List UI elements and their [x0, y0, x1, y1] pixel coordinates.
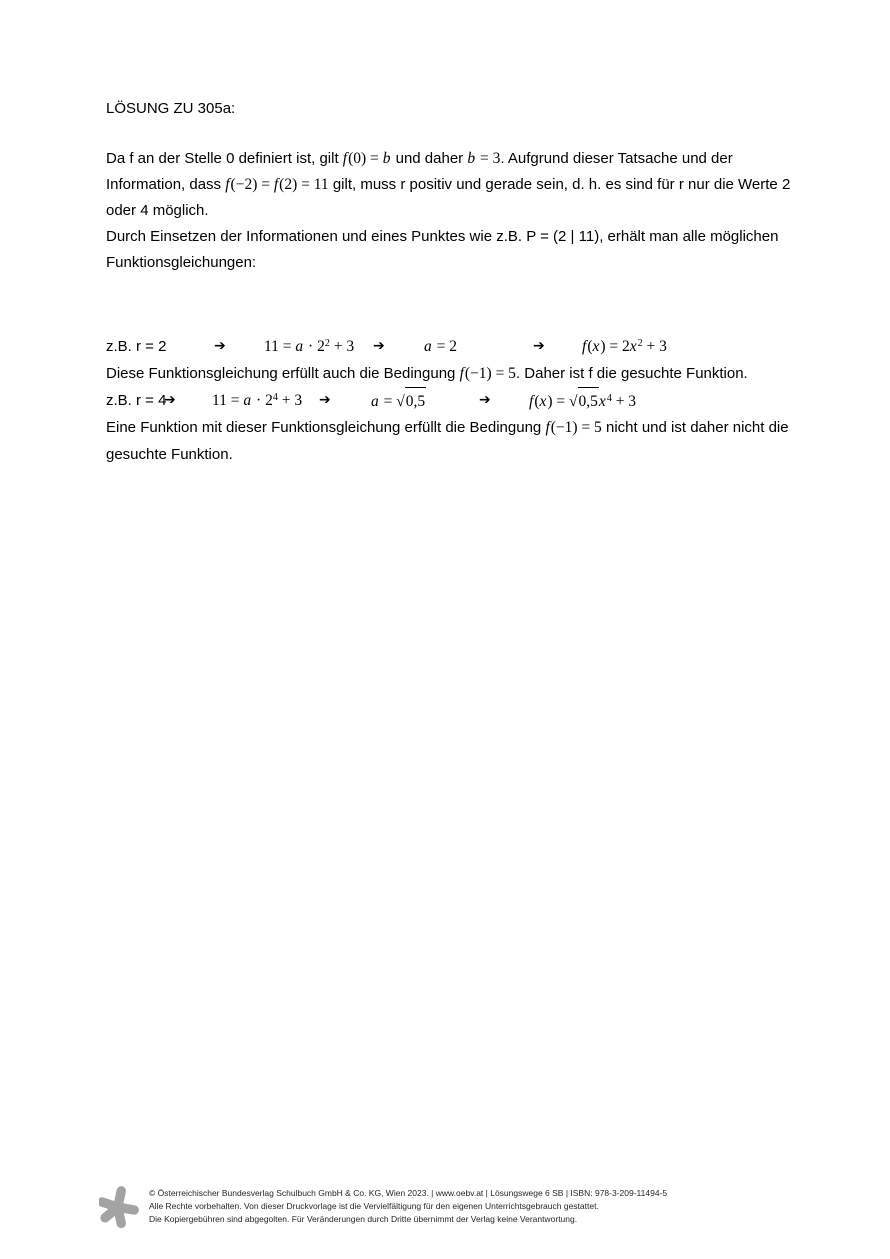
formula-block: [106, 333, 812, 468]
equation-substitution-r2: $11 = a \cdot 2^2 + 3$: [264, 338, 355, 355]
text-run: Da f an der Stelle 0 definiert ist, gilt: [106, 150, 343, 167]
paragraph-derivation: [106, 146, 812, 224]
sqrt-radical: √0,5: [396, 393, 426, 410]
equation-function-r4: $f(x) = √0,5x^4 + 3$: [529, 387, 636, 415]
equation-a-value-r2: a = 2: [424, 338, 457, 355]
solution-title: LÖSUNG ZU 305a:: [106, 100, 236, 117]
paragraph-method: [106, 224, 812, 276]
footer: [99, 1183, 667, 1233]
math-run: f(0) = b: [342, 150, 391, 167]
footer-imprint: [149, 1183, 667, 1226]
solution-content: [106, 100, 812, 468]
right-arrow-icon: ➔: [373, 338, 385, 354]
text-run: Diese Funktionsgleichung erfüllt auch die Bedingung: [106, 365, 460, 382]
right-arrow-icon: ➔: [214, 338, 226, 354]
text-run: nicht und ist daher nicht die gesuchte Funktion.: [106, 419, 789, 463]
text-run: . Aufgrund dieser Tatsache und der Information, dass: [106, 150, 733, 193]
text-run: . Daher ist f die gesuchte Funktion.: [515, 365, 748, 382]
case-label-r4: z.B. r = 4: [106, 392, 167, 409]
footer-rights-line: Alle Rechte vorbehalten. Von dieser Druckvorlage ist die Vervielfältigung für den eigenen Unterrichtsgebrauch gestattet.: [149, 1201, 599, 1211]
paragraph-note-r2: [106, 360, 812, 387]
oebv-asterisk-logo-icon: [99, 1183, 140, 1233]
formula-row-r4: [106, 387, 812, 414]
right-arrow-icon: ➔: [164, 392, 176, 408]
equation-substitution-r4: $11 = a \cdot 2^4 + 3$: [212, 392, 303, 409]
math-run: f(−2) = f(2) = 11: [225, 176, 329, 193]
equation-a-value-r4: a = √0,5: [371, 387, 426, 415]
footer-copyright-line: © Österreichischer Bundesverlag Schulbuch GmbH & Co. KG, Wien 2023. | www.oebv.at | Lösungswege 6 SB | ISBN: 978-3-209-11494-5: [149, 1188, 668, 1198]
case-label-r2: z.B. r = 2: [106, 338, 167, 355]
right-arrow-icon: ➔: [533, 338, 545, 354]
sqrt-radical: √0,5: [569, 393, 599, 410]
text-run: Durch Einsetzen der Informationen und eines Punktes wie z.B. P = (2 | 11), erhält man alle möglichen Funktionsgleichungen:: [106, 228, 779, 271]
paragraph-note-r4: [106, 414, 812, 468]
text-run: und daher: [391, 150, 468, 167]
text-run: Eine Funktion mit dieser Funktionsgleichung erfüllt die Bedingung: [106, 419, 546, 436]
text-run: gilt, muss r positiv und gerade sein, d. h. es sind für r nur die Werte 2 oder 4 möglich.: [106, 176, 791, 219]
math-run: f(−1) = 5: [545, 419, 602, 436]
footer-fees-line: Die Kopiergebühren sind abgegolten. Für Veränderungen durch Dritte übernimmt der Verlag keine Verantwortung.: [149, 1214, 578, 1224]
equation-function-r2: $f(x) = 2x^2 + 3$: [582, 338, 667, 355]
right-arrow-icon: ➔: [479, 392, 491, 408]
math-run: b = 3: [467, 150, 501, 167]
math-run: f(−1) = 5: [459, 365, 516, 382]
formula-row-r2: [106, 333, 812, 360]
right-arrow-icon: ➔: [319, 392, 331, 408]
